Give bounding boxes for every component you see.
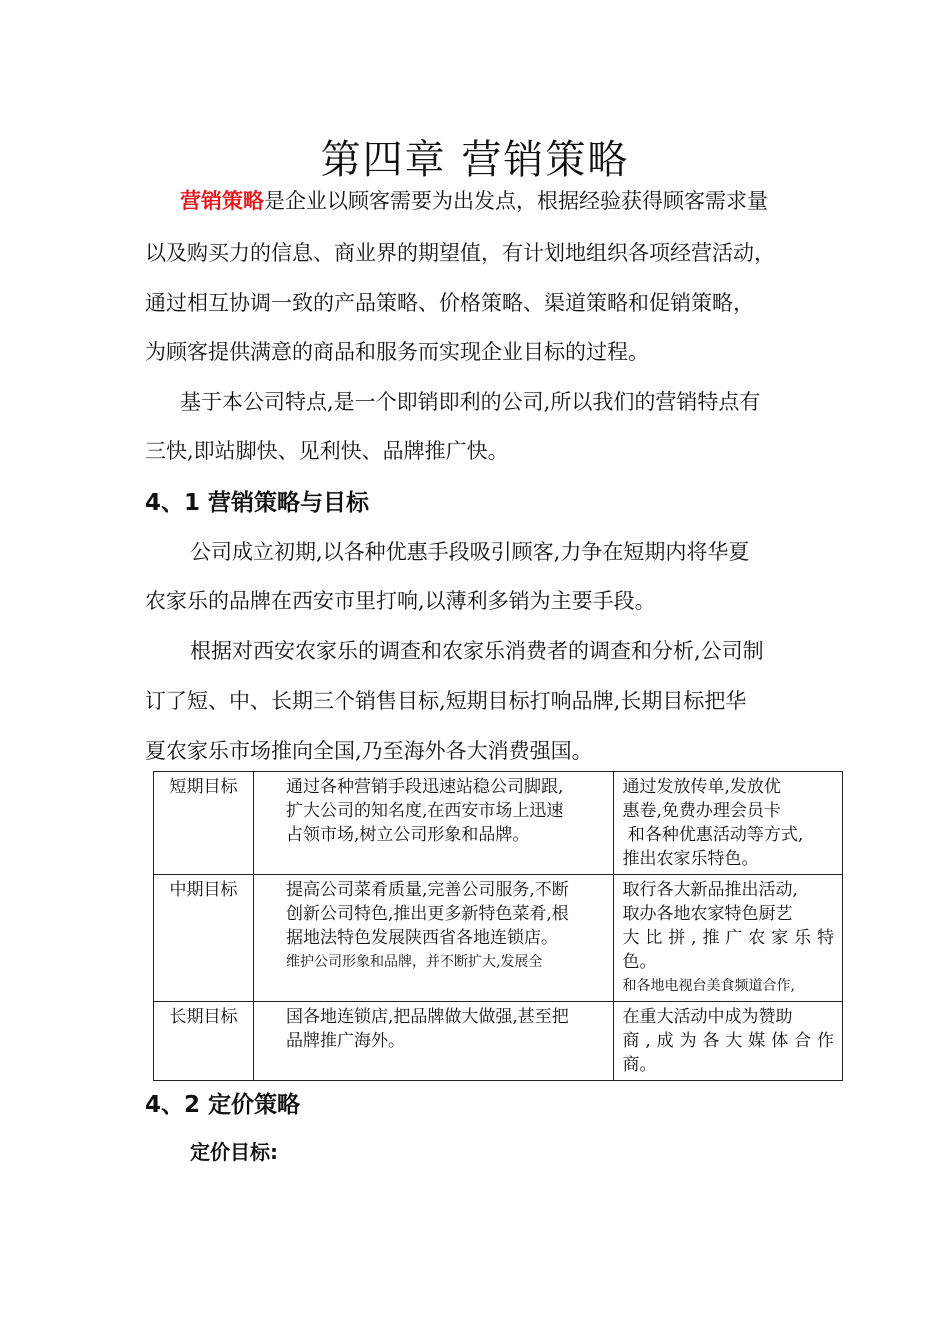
cell-line: 和各种优惠活动等方式, — [622, 825, 804, 845]
cell-line: 取办各地农家特色厨艺 — [622, 904, 793, 924]
s1-p2-line-1: 根据对西安农家乐的调查和农家乐消费者的调查和分析,公司制 — [190, 639, 764, 663]
intro-line-4: 为顾客提供满意的商品和服务而实现企业目标的过程。 — [145, 340, 649, 364]
para2-line-2: 三快,即站脚快、见利快、品牌推广快。 — [145, 439, 509, 463]
intro-line-2: 以及购买力的信息、商业界的期望值，有计划地组织各项经营活动， — [145, 241, 775, 265]
cell-line: 国各地连锁店,把品牌做大做强,甚至把 — [285, 1007, 569, 1027]
row-method-short — [614, 772, 843, 875]
s1-p2-line-3: 夏农家乐市场推向全国,乃至海外各大消费强国。 — [145, 739, 593, 763]
section-heading-4-1: 4、1 营销策略与目标 — [145, 490, 370, 516]
s1-p2-line-2: 订了短、中、长期三个销售目标,短期目标打响品牌,长期目标把华 — [145, 689, 747, 713]
row-label-long: 长期目标 — [154, 1002, 254, 1081]
row-method-long — [614, 1002, 843, 1081]
row-label-short: 短期目标 — [154, 772, 254, 875]
cell-line: 在重大活动中成为赞助 — [622, 1007, 793, 1027]
cell-line: 据地法特色发展陕西省各地连锁店。 — [285, 928, 558, 948]
chapter-title: 第四章 营销策略 — [320, 137, 630, 183]
intro-highlight: 营销策略 — [180, 188, 264, 213]
intro-line-1 — [180, 185, 768, 215]
table-row — [154, 1002, 843, 1081]
cell-line: 品牌推广海外。 — [285, 1031, 405, 1051]
cell-line: 推出农家乐特色。 — [622, 849, 759, 869]
cell-line: 维护公司形象和品牌，并不断扩大,发展全 — [285, 954, 543, 970]
intro-line-3: 通过相互协调一致的产品策略、价格策略、渠道策略和促销策略， — [145, 291, 754, 315]
row-label-mid: 中期目标 — [154, 875, 254, 1002]
cell-line: 创新公司特色,推出更多新特色菜肴,根 — [285, 904, 569, 924]
table-row — [154, 875, 843, 1002]
cell-line: 大比拼,推广农家乐特 — [622, 928, 834, 948]
row-desc-short — [253, 772, 614, 875]
cell-line: 通过发放传单,发放优 — [622, 777, 781, 797]
cell-line: 色。 — [622, 952, 657, 972]
row-desc-long — [253, 1002, 614, 1081]
cell-line: 提高公司菜肴质量,完善公司服务,不断 — [285, 880, 569, 900]
table-row — [154, 772, 843, 875]
s1-p1-line-2: 农家乐的品牌在西安市里打响,以薄利多销为主要手段。 — [145, 589, 656, 613]
para2-line-1: 基于本公司特点,是一个即销即利的公司,所以我们的营销特点有 — [180, 390, 761, 414]
row-method-mid — [614, 875, 843, 1002]
cell-line: 扩大公司的知名度,在西安市场上迅速 — [285, 801, 564, 821]
goals-table — [153, 771, 843, 1081]
row-desc-mid — [253, 875, 614, 1002]
intro-line-1-text: 是企业以顾客需要为出发点，根据经验获得顾客需求量 — [264, 189, 768, 213]
subheading-pricing-goals: 定价目标: — [190, 1140, 278, 1164]
cell-line: 商。 — [622, 1055, 657, 1075]
cell-line: 取行各大新品推出活动, — [622, 880, 798, 900]
s1-p1-line-1: 公司成立初期,以各种优惠手段吸引顾客,力争在短期内将华夏 — [190, 540, 750, 564]
cell-line: 占领市场,树立公司形象和品牌。 — [285, 825, 530, 845]
cell-line: 惠卷,免费办理会员卡 — [622, 801, 781, 821]
section-heading-4-2: 4、2 定价策略 — [145, 1092, 301, 1118]
cell-line: 商,成为各大媒体合作 — [622, 1031, 834, 1051]
cell-line: 通过各种营销手段迅速站稳公司脚跟, — [285, 777, 564, 797]
cell-line: 和各地电视台美食频道合作, — [622, 978, 795, 994]
